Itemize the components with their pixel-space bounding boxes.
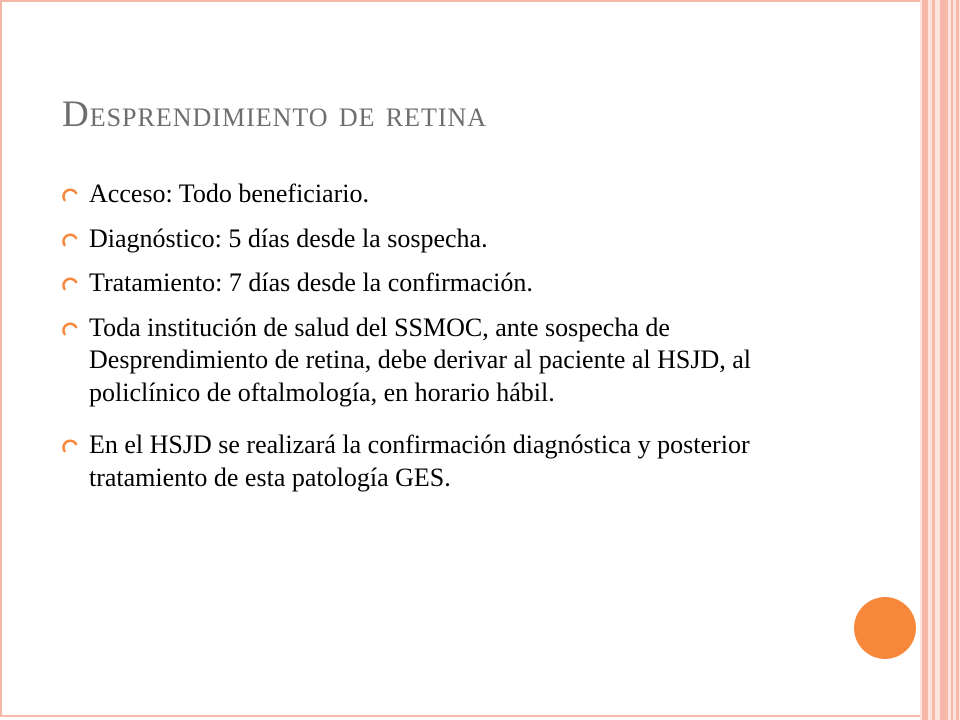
stripe [951, 0, 953, 720]
slide-title: Desprendimiento de retina [62, 94, 488, 135]
bullet-item [62, 178, 762, 211]
bullet-arc-icon [62, 231, 78, 247]
decorative-stripes [920, 0, 960, 720]
bullet-arc-icon [62, 275, 78, 291]
bullet-text: Tratamiento: 7 días desde la confirmación. [89, 268, 533, 297]
bullet-item [62, 267, 762, 300]
bullet-arc-icon [62, 320, 78, 336]
decorative-circle [854, 597, 916, 659]
bullet-item [62, 429, 762, 494]
bullet-text: Acceso: Todo beneficiario. [89, 179, 369, 208]
bullet-arc-icon [62, 437, 78, 453]
bullet-text: En el HSJD se realizará la confirmación diagnóstica y posterior tratamiento de esta patología GES. [89, 430, 750, 492]
stripe [932, 0, 935, 720]
stripe [922, 0, 928, 720]
bullet-item [62, 312, 762, 410]
bullet-item [62, 223, 762, 256]
stripe [956, 0, 959, 720]
bullet-arc-icon [62, 186, 78, 202]
stripe [940, 0, 948, 720]
bullet-text: Diagnóstico: 5 días desde la sospecha. [89, 223, 488, 253]
bullet-text: Toda institución de salud del SSMOC, ante sospecha de Desprendimiento de retina, debe derivar al paciente al HSJD, al policlínico de oftalmología, en horario hábil. [89, 312, 752, 407]
bullet-list [62, 178, 762, 514]
